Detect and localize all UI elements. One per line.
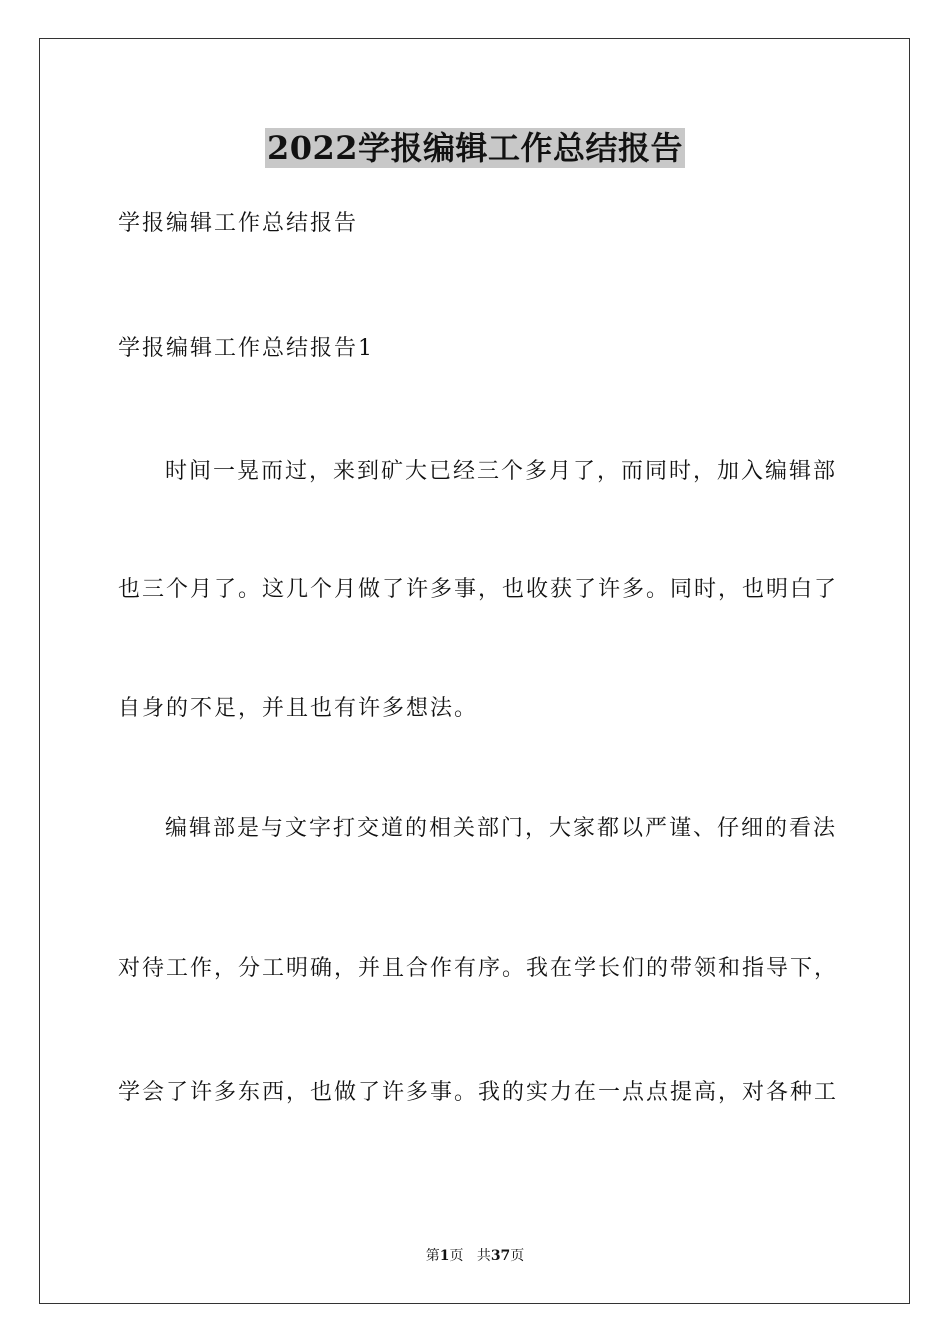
document-subtitle: 学报编辑工作总结报告 bbox=[118, 211, 359, 236]
document-title: 2022学报编辑工作总结报告 bbox=[266, 129, 684, 167]
page-footer bbox=[0, 1246, 950, 1266]
footer-total-suffix: 页 bbox=[510, 1248, 525, 1264]
section-heading: 学报编辑工作总结报告1 bbox=[118, 336, 374, 361]
footer-total-prefix: 共 bbox=[476, 1248, 491, 1264]
paragraph-line: 对待工作，分工明确，并且合作有序。我在学长们的带领和指导下， bbox=[118, 956, 839, 981]
paragraph-line: 自身的不足，并且也有许多想法。 bbox=[118, 696, 479, 721]
paragraph-line: 时间一晃而过，来到矿大已经三个多月了，而同时，加入编辑部 bbox=[165, 459, 838, 484]
title-container bbox=[0, 128, 950, 168]
footer-page-suffix: 页 bbox=[449, 1248, 464, 1264]
paragraph-line: 也三个月了。这几个月做了许多事，也收获了许多。同时，也明白了 bbox=[118, 577, 839, 602]
paragraph-line: 学会了许多东西，也做了许多事。我的实力在一点点提高，对各种工 bbox=[118, 1080, 839, 1105]
footer-page-number: 1 bbox=[439, 1248, 450, 1264]
paragraph-line: 编辑部是与文字打交道的相关部门，大家都以严谨、仔细的看法 bbox=[165, 816, 838, 841]
footer-total-pages: 37 bbox=[490, 1248, 511, 1264]
footer-page-prefix: 第 bbox=[425, 1248, 440, 1264]
